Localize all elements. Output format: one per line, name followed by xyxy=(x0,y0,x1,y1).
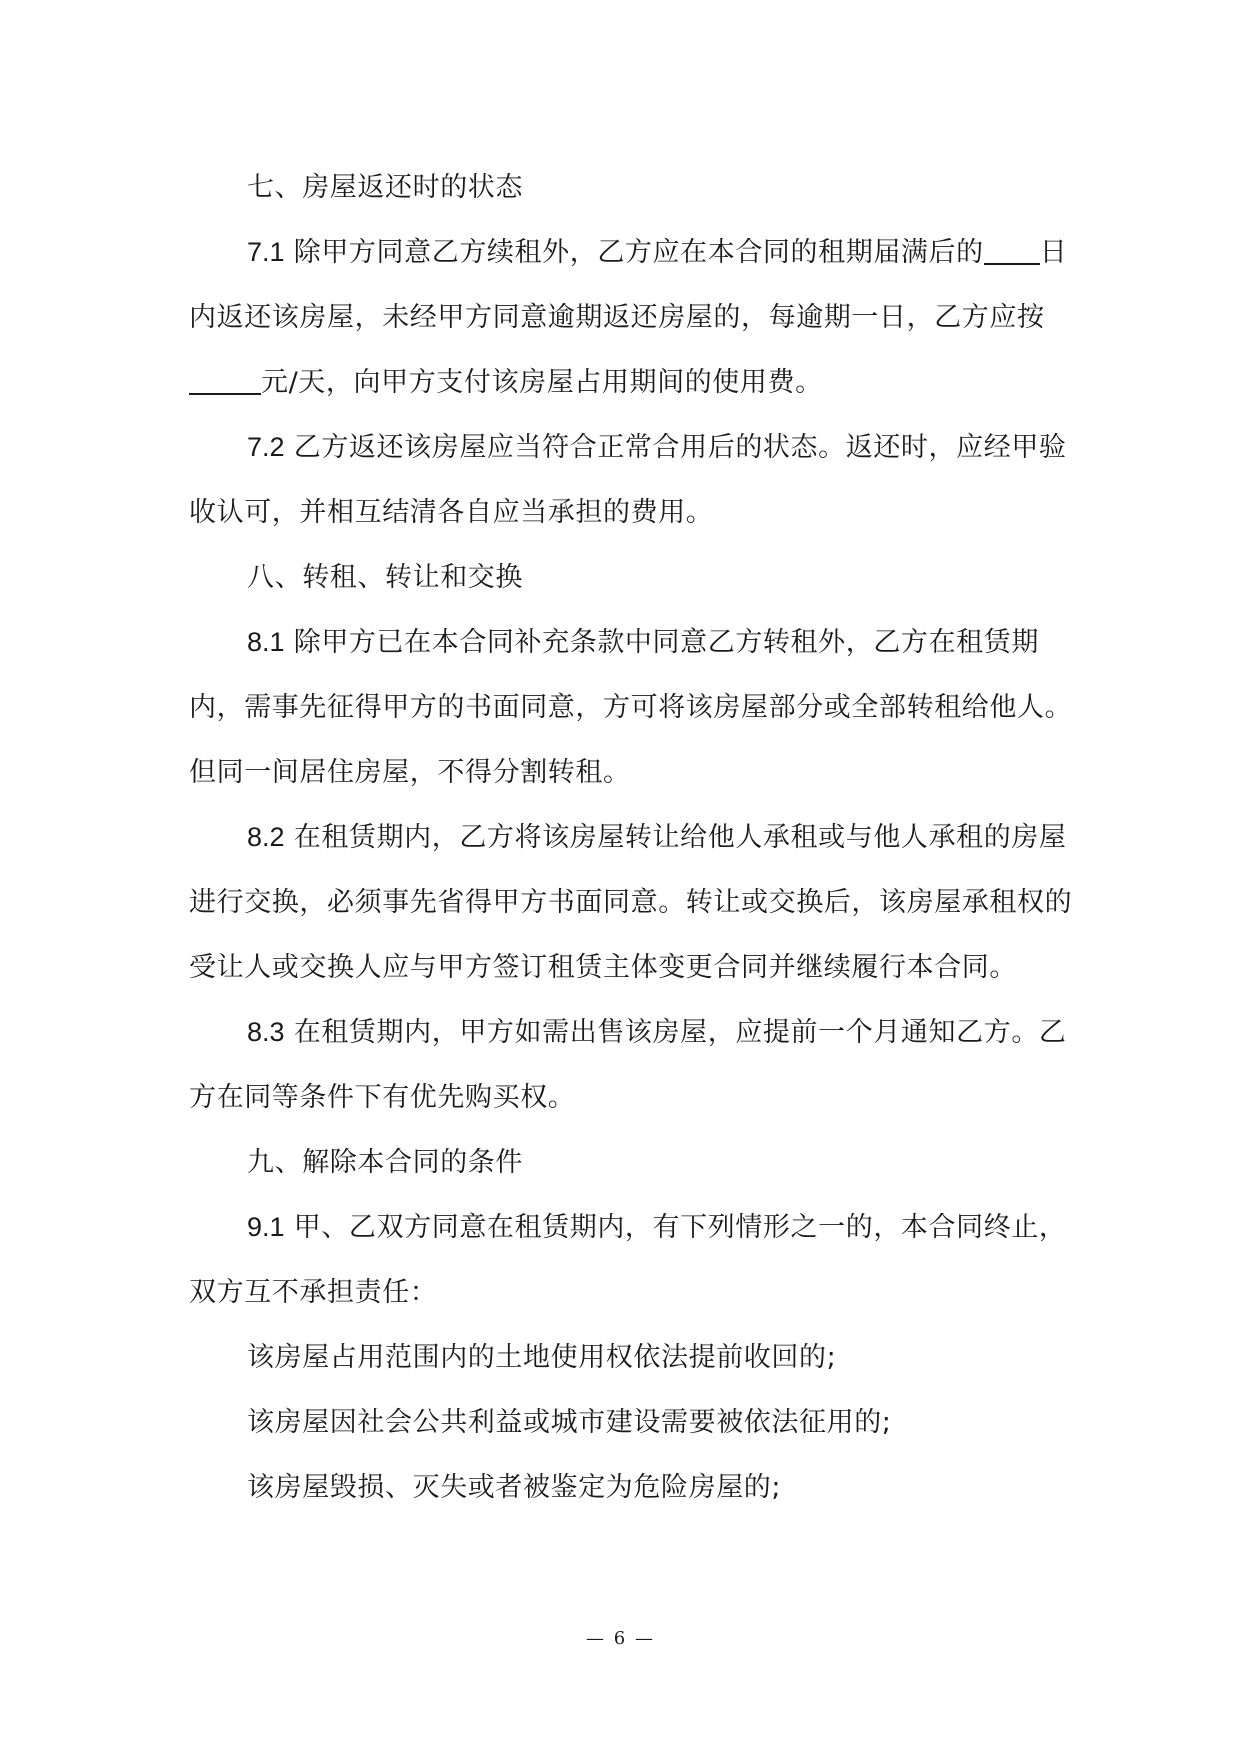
clause-8-3: 8.3 在租赁期内，甲方如需出售该房屋，应提前一个月通知乙方。乙方在同等条件下有优先购买权。 xyxy=(189,1017,1067,1113)
list-item: 该房屋毁损、灭失或者被鉴定为危险房屋的; xyxy=(247,1472,782,1503)
clause-8-2: 8.2 在租赁期内，乙方将该房屋转让给他人承租或与他人承租的房屋进行交换，必须事先省得甲方书面同意。转让或交换后，该房屋承租权的受让人或交换人应与甲方签订租赁主体变更合同并继续履行本合同。 xyxy=(189,822,1073,983)
document-body xyxy=(189,155,1094,1520)
clause-number: 9.1 xyxy=(247,1212,285,1242)
section-9-heading: 九、解除本合同的条件 xyxy=(247,1147,523,1178)
clause-7-1: 7.1 除甲方同意乙方续租外，乙方应在本合同的租期届满后的 日内返还该房屋，未经甲方同意逾期返还房屋的，每逾期一日，乙方应按元/天，向甲方支付该房屋占用期间的使用费。 xyxy=(189,237,1068,398)
page-number: — 6 — xyxy=(586,1628,655,1649)
list-item: 该房屋占用范围内的土地使用权依法提前收回的; xyxy=(247,1342,837,1373)
clause-7-2: 7.2 乙方返还该房屋应当符合正常合用后的状态。返还时，应经甲验收认可，并相互结清各自应当承担的费用。 xyxy=(189,432,1067,528)
clause-number: 7.1 xyxy=(247,237,285,267)
clause-9-1: 9.1 甲、乙双方同意在租赁期内，有下列情形之一的，本合同终止，双方互不承担责任： xyxy=(189,1212,1067,1308)
clause-number: 8.3 xyxy=(247,1017,285,1047)
blank-fee-field xyxy=(189,366,261,395)
section-8-heading: 八、转租、转让和交换 xyxy=(247,562,523,593)
list-item: 该房屋因社会公共利益或城市建设需要被依法征用的; xyxy=(247,1407,892,1438)
section-7-heading: 七、房屋返还时的状态 xyxy=(247,172,523,203)
clause-number: 8.2 xyxy=(247,822,285,852)
clause-number: 8.1 xyxy=(247,627,285,657)
blank-days-field xyxy=(984,236,1040,265)
clause-number: 7.2 xyxy=(247,432,285,462)
clause-8-1: 8.1 除甲方已在本合同补充条款中同意乙方转租外，乙方在租赁期内，需事先征得甲方的书面同意，方可将该房屋部分或全部转租给他人。但同一间居住房屋，不得分割转租。 xyxy=(189,627,1073,788)
